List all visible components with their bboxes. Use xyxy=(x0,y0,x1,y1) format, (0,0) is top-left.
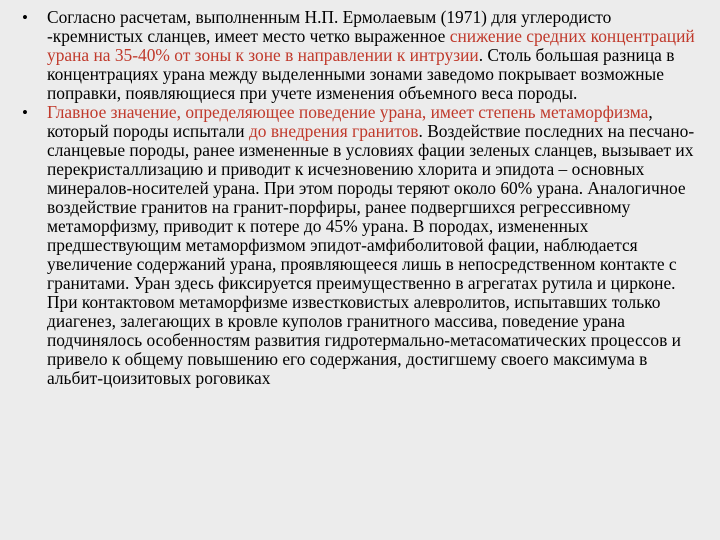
highlighted-text-segment: снижение средних концентраций урана на 35-40% от зоны к зоне в направлении к интрузии xyxy=(47,26,695,65)
bullet-item-1 xyxy=(22,8,704,103)
bullet-marker: • xyxy=(22,103,28,122)
highlighted-text-segment: Главное значение, определяющее поведение урана, имеет степень метаморфизма xyxy=(47,102,649,122)
bullet-text-segment: . Столь большая разница в концентрациях урана между выделенными зонами заведомо покрывает возможные поправки, появляющиеся при учете изменения объемного веса породы. xyxy=(47,45,675,103)
bullet-text-segment: . Воздействие последних на песчано-сланцевые породы, ранее измененные в условиях фации зеленых сланцев, вызывает их перекристаллизацию и приводит к исчезновению хлорита и эпидота – основных минералов-носителей урана. При этом породы теряют около 60% урана. Аналогичное воздействие гранитов на гранит-порфиры, ранее подвергшихся регрессивному метаморфизму, приводит к потере до 45% урана. В породах, измененных предшествующим метаморфизмом эпидот-амфиболитовой фации, наблюдается увеличение содержаний урана, проявляющееся лишь в непосредственном контакте с гранитами. Уран здесь фиксируется преимущественно в агрегатах рутила и цирконе. При контактовом метаморфизме известковистых алевролитов, испытавших только диагенез, залегающих в кровле куполов гранитного массива, поведение урана подчинялось особенностям развития гидротермально-метасоматических процессов и привело к общему повышению его содержания, достигшему своего максимума в альбит-цоизитовых роговиках xyxy=(47,121,695,388)
highlighted-text-segment: до внедрения гранитов xyxy=(248,121,419,141)
bullet-text-segment: Согласно расчетам, выполненным Н.П. Ермолаевым (1971) для углеродисто -кремнистых сланцев, имеет место четко выраженное xyxy=(47,7,612,46)
bullet-marker: • xyxy=(22,8,28,27)
bullet-list xyxy=(22,8,704,388)
bullet-item-2 xyxy=(22,103,704,388)
bullet-text-segment: , который породы испытали xyxy=(47,102,653,141)
